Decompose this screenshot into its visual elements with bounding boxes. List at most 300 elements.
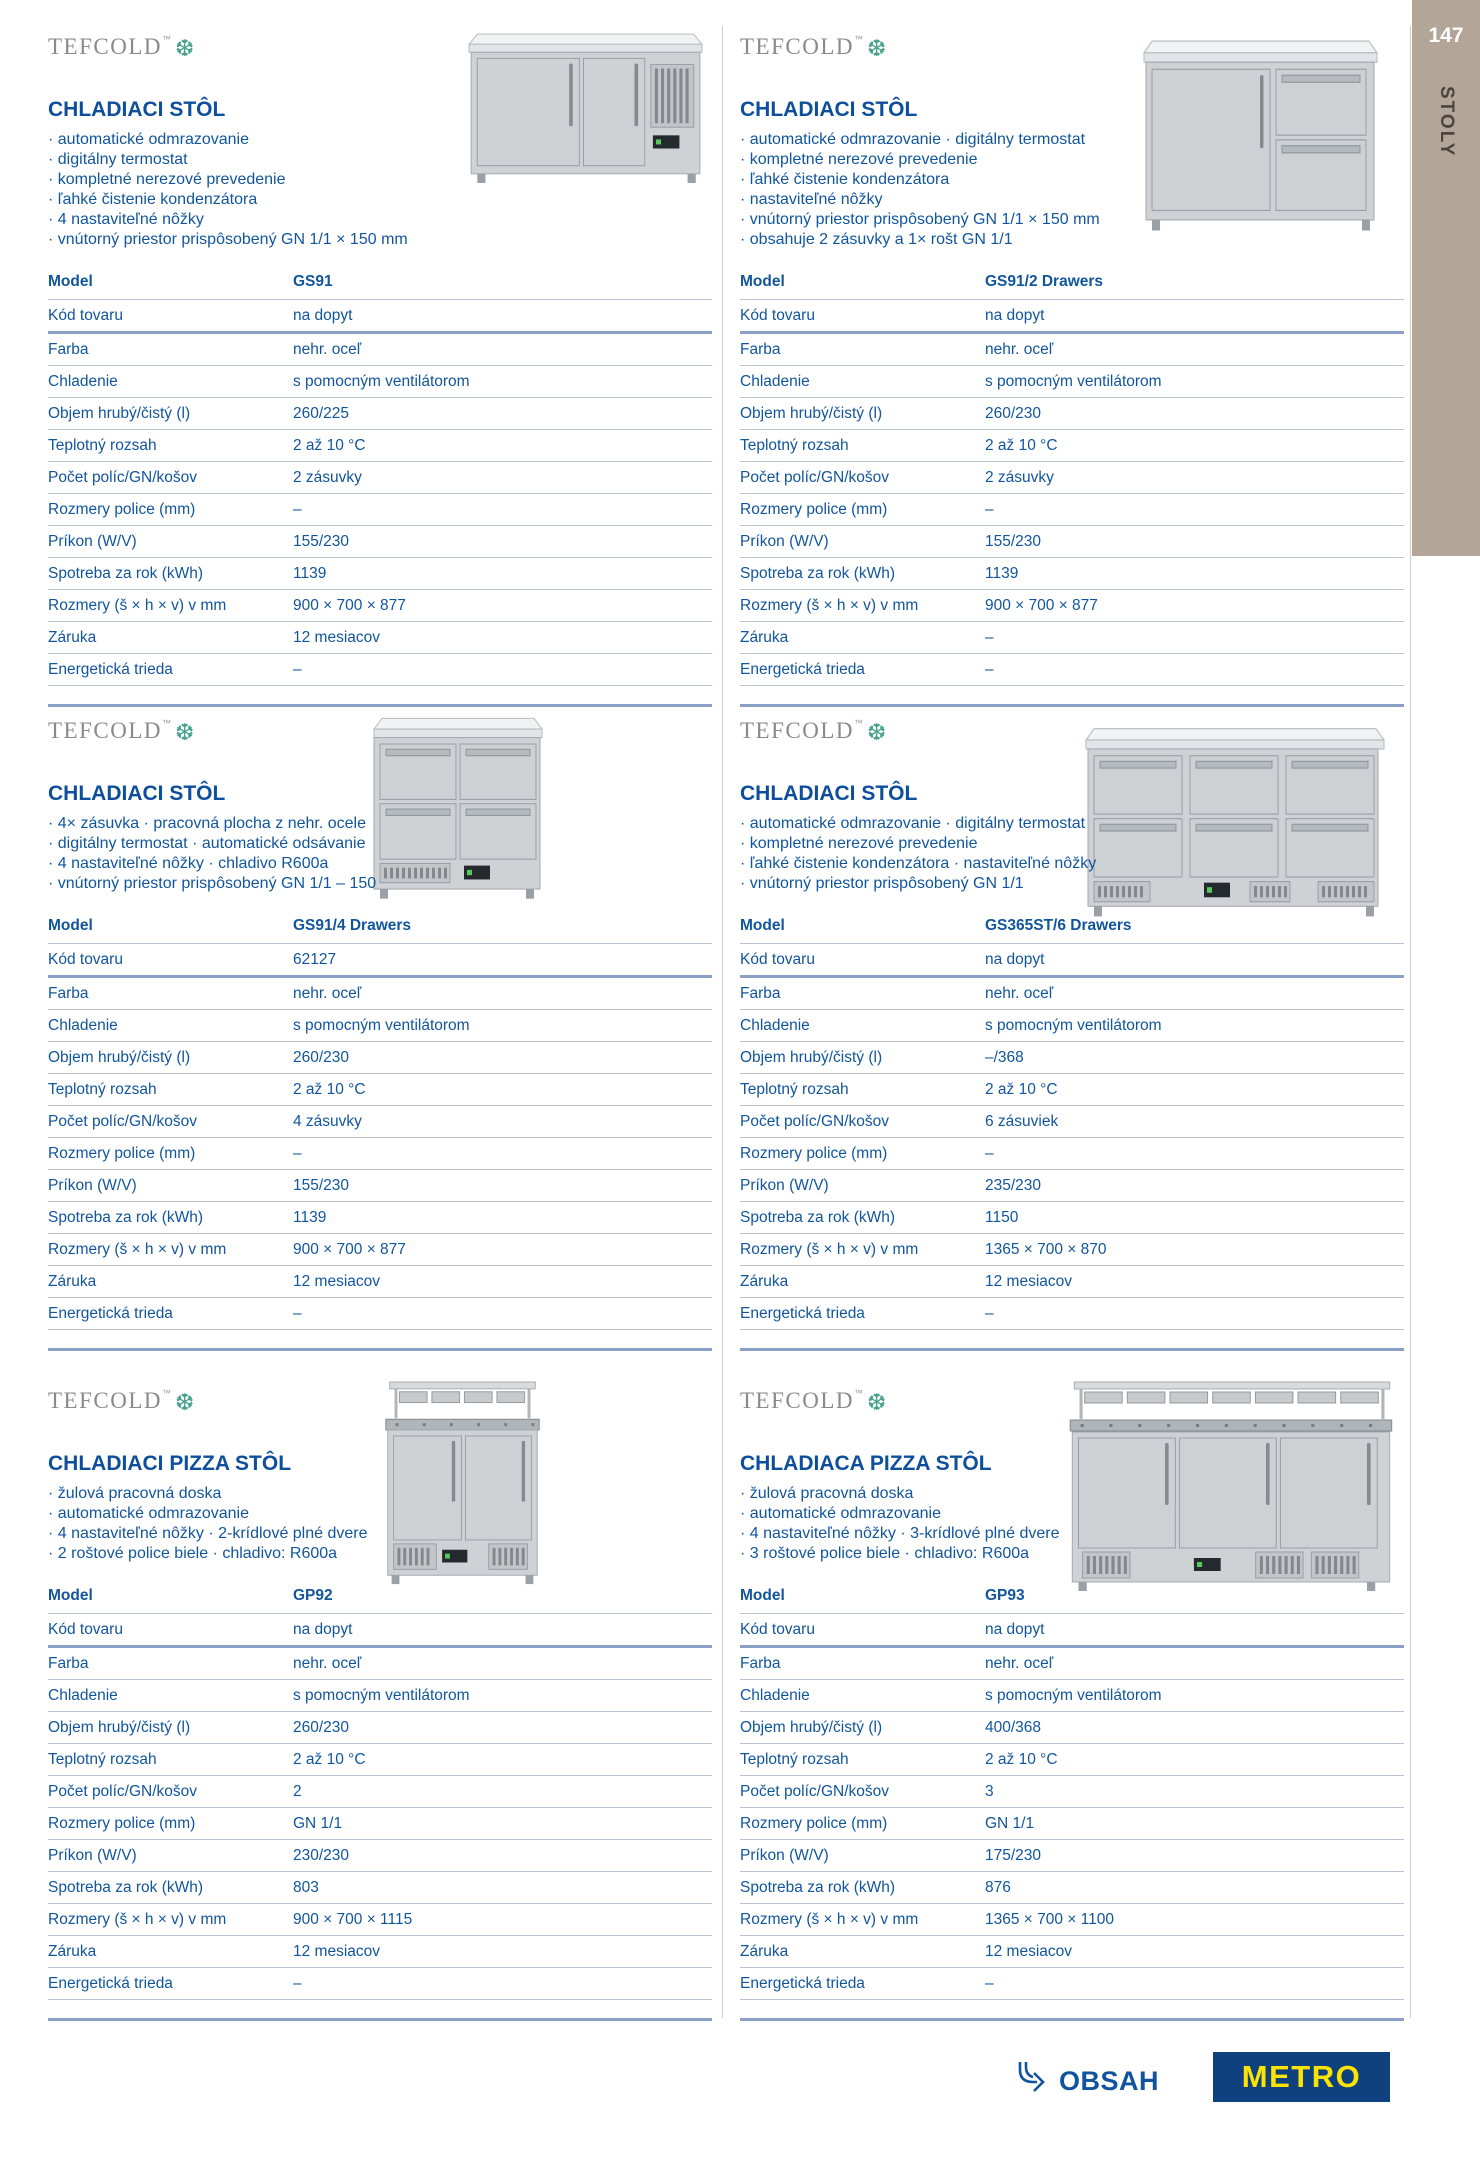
spec-label: Kód tovaru [48,944,293,977]
spec-row [740,1904,1404,1936]
tefcold-logo [48,1388,712,1418]
tab-label-stoly: STOLY [1436,86,1457,158]
model-label: Model [740,1578,985,1614]
column-divider [722,26,723,2018]
spec-label: Spotreba za rok (kWh) [48,1872,293,1904]
spec-label: Kód tovaru [740,944,985,977]
spec-row [48,366,712,398]
spec-row [740,1266,1404,1298]
product-card-gs91-2-drawers [740,28,1404,707]
feature-bullet: · digitálny termostat [48,150,712,170]
spec-row [740,1840,1404,1872]
spec-value: 1139 [985,558,1404,590]
spec-label: Farba [740,977,985,1010]
spec-value: s pomocným ventilátorom [985,1010,1404,1042]
tefcold-wordmark: TEFCOLD [48,718,162,743]
spec-row [740,366,1404,398]
spec-row [740,1106,1404,1138]
product-title: CHLADIACI STÔL [48,98,226,121]
spec-row [48,1074,712,1106]
spec-row [48,1712,712,1744]
spec-value: 900 × 700 × 877 [293,1234,712,1266]
spec-value: – [985,654,1404,686]
spec-value: – [293,1298,712,1330]
product-title: CHLADIACI STÔL [740,98,918,121]
feature-bullet: · kompletné nerezové prevedenie [740,150,1404,170]
spec-row [740,333,1404,366]
spec-label: Chladenie [48,1010,293,1042]
feature-bullet: · automatické odmrazovanie [740,1504,1404,1524]
spec-row [48,1042,712,1074]
spec-label: Objem hrubý/čistý (l) [48,1712,293,1744]
product-title: CHLADIACI STÔL [48,782,226,805]
spec-label: Spotreba za rok (kWh) [740,558,985,590]
feature-list [740,1484,1404,1564]
spec-value: – [985,622,1404,654]
spec-row [48,300,712,333]
spec-row [48,333,712,366]
spec-row [48,1138,712,1170]
spec-value: 260/230 [985,398,1404,430]
spec-row [740,1808,1404,1840]
spec-value: nehr. oceľ [985,333,1404,366]
spec-value: 260/230 [293,1712,712,1744]
spec-value: nehr. oceľ [293,977,712,1010]
spec-label: Rozmery (š × h × v) v mm [740,1234,985,1266]
model-value: GS91 [293,264,712,300]
spec-row [740,1010,1404,1042]
section-divider [48,2018,712,2021]
spec-row [48,1904,712,1936]
snowflake-icon: ❆ [867,36,887,62]
spec-row [48,1170,712,1202]
spec-label: Kód tovaru [48,1614,293,1647]
model-value: GS365ST/6 Drawers [985,908,1404,944]
spec-label: Objem hrubý/čistý (l) [740,398,985,430]
spec-row [740,944,1404,977]
spec-label: Rozmery police (mm) [48,1138,293,1170]
feature-bullet: · automatické odmrazovanie · digitálny termostat [740,814,1404,834]
feature-bullet: · kompletné nerezové prevedenie [48,170,712,190]
spec-label: Rozmery (š × h × v) v mm [740,1904,985,1936]
spec-label: Teplotný rozsah [740,430,985,462]
section-divider [48,1348,712,1351]
spec-value: s pomocným ventilátorom [985,1680,1404,1712]
spec-row [48,526,712,558]
tefcold-logo [740,34,1404,64]
spec-value: 2 až 10 °C [985,1744,1404,1776]
spec-row [740,1776,1404,1808]
spec-label: Počet políc/GN/košov [740,1776,985,1808]
spec-value: s pomocným ventilátorom [293,366,712,398]
section-divider [48,704,712,707]
tefcold-wordmark: TEFCOLD [740,34,854,59]
spec-value: 2 až 10 °C [985,430,1404,462]
product-card-gs365st-6-drawers [740,712,1404,1351]
spec-value: s pomocným ventilátorom [985,366,1404,398]
model-value: GP93 [985,1578,1404,1614]
spec-row [740,398,1404,430]
model-label: Model [48,1578,293,1614]
spec-label: Záruka [48,1266,293,1298]
spec-row [740,526,1404,558]
spec-value: s pomocným ventilátorom [293,1680,712,1712]
spec-label: Objem hrubý/čistý (l) [740,1712,985,1744]
spec-label: Záruka [740,622,985,654]
spec-label: Teplotný rozsah [48,1074,293,1106]
spec-value: – [985,1138,1404,1170]
spec-label: Rozmery police (mm) [740,1808,985,1840]
spec-label: Chladenie [740,1010,985,1042]
spec-value: nehr. oceľ [293,1647,712,1680]
spec-value: 155/230 [293,526,712,558]
spec-value: 2 [293,1776,712,1808]
spec-value: 260/230 [293,1042,712,1074]
spec-row [740,1968,1404,2000]
spec-value: 12 mesiacov [293,1266,712,1298]
spec-label: Rozmery police (mm) [48,494,293,526]
snowflake-icon: ❆ [175,720,195,746]
spec-label: Farba [48,333,293,366]
spec-row [740,494,1404,526]
spec-value: 230/230 [293,1840,712,1872]
spec-row [740,1170,1404,1202]
trademark-symbol: ™ [162,1388,171,1398]
spec-value: s pomocným ventilátorom [293,1010,712,1042]
spec-value: 2 až 10 °C [293,430,712,462]
spec-row [48,1647,712,1680]
model-row [48,908,712,944]
feature-bullet: · žulová pracovná doska [740,1484,1404,1504]
tefcold-wordmark: TEFCOLD [740,1388,854,1413]
spec-row [48,1680,712,1712]
spec-label: Kód tovaru [48,300,293,333]
feature-list [740,814,1404,894]
snowflake-icon: ❆ [867,720,887,746]
feature-bullet: · ľahké čistenie kondenzátora [48,190,712,210]
spec-value: 235/230 [985,1170,1404,1202]
spec-label: Záruka [48,1936,293,1968]
section-tab-sidebar [1412,0,1480,556]
spec-table [48,264,712,686]
feature-bullet: · automatické odmrazovanie · digitálny termostat [740,130,1404,150]
spec-label: Energetická trieda [740,654,985,686]
feature-bullet: · 4 nastaviteľné nôžky · 2-krídlové plné dvere [48,1524,712,1544]
spec-value: 260/225 [293,398,712,430]
spec-row [48,1106,712,1138]
spec-value: 2 zásuvky [985,462,1404,494]
spec-row [740,1042,1404,1074]
spec-label: Energetická trieda [48,1298,293,1330]
spec-value: 12 mesiacov [985,1266,1404,1298]
obsah-arrow-icon [1012,2058,1052,2105]
spec-label: Príkon (W/V) [48,526,293,558]
spec-row [740,1680,1404,1712]
section-divider [740,1348,1404,1351]
spec-label: Rozmery (š × h × v) v mm [48,590,293,622]
spec-label: Farba [740,333,985,366]
feature-list [740,130,1404,250]
snowflake-icon: ❆ [867,1390,887,1416]
spec-value: nehr. oceľ [293,333,712,366]
spec-row [740,1872,1404,1904]
spec-label: Počet políc/GN/košov [48,1106,293,1138]
spec-row [48,622,712,654]
spec-row [48,1808,712,1840]
spec-row [740,462,1404,494]
spec-value: –/368 [985,1042,1404,1074]
spec-row [740,590,1404,622]
spec-label: Príkon (W/V) [740,1840,985,1872]
spec-value: 12 mesiacov [293,622,712,654]
spec-row [740,558,1404,590]
model-row [48,264,712,300]
spec-label: Objem hrubý/čistý (l) [740,1042,985,1074]
spec-value: 6 zásuviek [985,1106,1404,1138]
spec-row [48,1266,712,1298]
product-title: CHLADIACI STÔL [740,782,918,805]
spec-row [48,654,712,686]
spec-row [48,944,712,977]
model-value: GS91/2 Drawers [985,264,1404,300]
spec-row [740,977,1404,1010]
model-row [740,1578,1404,1614]
spec-value: na dopyt [985,1614,1404,1647]
feature-bullet: · 4 nastaviteľné nôžky · chladivo R600a [48,854,712,874]
spec-row [740,1138,1404,1170]
feature-list [48,130,712,250]
spec-label: Kód tovaru [740,300,985,333]
model-label: Model [48,908,293,944]
spec-label: Chladenie [48,1680,293,1712]
spec-label: Počet políc/GN/košov [48,1776,293,1808]
product-title: CHLADIACI PIZZA STÔL [48,1452,292,1475]
feature-bullet: · automatické odmrazovanie [48,130,712,150]
snowflake-icon: ❆ [175,36,195,62]
spec-table [740,1578,1404,2000]
model-row [48,1578,712,1614]
spec-row [48,1010,712,1042]
spec-value: na dopyt [985,944,1404,977]
model-value: GP92 [293,1578,712,1614]
spec-value: 12 mesiacov [293,1936,712,1968]
spec-label: Počet políc/GN/košov [740,462,985,494]
tefcold-wordmark: TEFCOLD [740,718,854,743]
model-label: Model [740,264,985,300]
feature-bullet: · digitálny termostat · automatické odsávanie [48,834,712,854]
spec-value: nehr. oceľ [985,1647,1404,1680]
spec-value: – [985,1968,1404,2000]
spec-row [48,1234,712,1266]
spec-value: 4 zásuvky [293,1106,712,1138]
spec-label: Spotreba za rok (kWh) [740,1872,985,1904]
spec-row [48,1872,712,1904]
spec-row [48,494,712,526]
spec-value: – [985,494,1404,526]
feature-bullet: · 4 nastaviteľné nôžky · 3-krídlové plné dvere [740,1524,1404,1544]
feature-bullet: · 4 nastaviteľné nôžky [48,210,712,230]
spec-label: Počet políc/GN/košov [48,462,293,494]
spec-label: Chladenie [740,1680,985,1712]
tefcold-logo [48,718,712,748]
feature-bullet: · vnútorný priestor prispôsobený GN 1/1 × 150 mm [740,210,1404,230]
spec-label: Chladenie [740,366,985,398]
model-label: Model [740,908,985,944]
spec-row [740,1744,1404,1776]
feature-bullet: · žulová pracovná doska [48,1484,712,1504]
spec-label: Energetická trieda [740,1968,985,2000]
spec-label: Farba [48,1647,293,1680]
spec-row [48,590,712,622]
spec-label: Energetická trieda [48,1968,293,2000]
spec-label: Rozmery police (mm) [48,1808,293,1840]
feature-bullet: · 3 roštové police biele · chladivo: R600a [740,1544,1404,1564]
section-divider [740,2018,1404,2021]
spec-value: 1139 [293,558,712,590]
spec-value: GN 1/1 [985,1808,1404,1840]
spec-row [48,430,712,462]
spec-label: Teplotný rozsah [48,1744,293,1776]
snowflake-icon: ❆ [175,1390,195,1416]
spec-value: 876 [985,1872,1404,1904]
spec-row [48,1298,712,1330]
spec-row [740,1936,1404,1968]
feature-list [48,814,712,894]
spec-row [740,1202,1404,1234]
spec-label: Teplotný rozsah [740,1744,985,1776]
trademark-symbol: ™ [854,718,863,728]
spec-label: Rozmery (š × h × v) v mm [48,1904,293,1936]
spec-label: Počet políc/GN/košov [740,1106,985,1138]
spec-row [740,1712,1404,1744]
spec-row [48,398,712,430]
product-title: CHLADIACA PIZZA STÔL [740,1452,992,1475]
spec-value: – [293,654,712,686]
spec-value: na dopyt [293,1614,712,1647]
spec-value: 155/230 [293,1170,712,1202]
trademark-symbol: ™ [854,34,863,44]
product-card-gs91 [48,28,712,707]
spec-row [740,1074,1404,1106]
metro-logo [1213,2052,1390,2102]
spec-label: Farba [740,1647,985,1680]
spec-row [48,1936,712,1968]
spec-value: – [293,494,712,526]
feature-bullet: · obsahuje 2 zásuvky a 1× rošt GN 1/1 [740,230,1404,250]
spec-value: 62127 [293,944,712,977]
product-card-gp92 [48,1382,712,2021]
spec-value: nehr. oceľ [985,977,1404,1010]
spec-label: Záruka [740,1266,985,1298]
feature-bullet: · 2 roštové police biele · chladivo: R600a [48,1544,712,1564]
spec-table [740,908,1404,1330]
tefcold-logo [740,718,1404,748]
spec-row [48,558,712,590]
spec-label: Objem hrubý/čistý (l) [48,1042,293,1074]
feature-bullet: · ľahké čistenie kondenzátora · nastaviteľné nôžky [740,854,1404,874]
feature-bullet: · ľahké čistenie kondenzátora [740,170,1404,190]
spec-label: Teplotný rozsah [740,1074,985,1106]
model-label: Model [48,264,293,300]
spec-value: na dopyt [293,300,712,333]
spec-value: 2 zásuvky [293,462,712,494]
spec-value: – [985,1298,1404,1330]
spec-value: 2 až 10 °C [985,1074,1404,1106]
spec-label: Rozmery police (mm) [740,1138,985,1170]
spec-table [48,908,712,1330]
spec-value: 2 až 10 °C [293,1074,712,1106]
spec-label: Spotreba za rok (kWh) [740,1202,985,1234]
spec-value: – [293,1968,712,2000]
spec-value: 1139 [293,1202,712,1234]
spec-row [740,430,1404,462]
spec-label: Farba [48,977,293,1010]
spec-label: Príkon (W/V) [48,1840,293,1872]
spec-row [48,977,712,1010]
section-divider [740,704,1404,707]
feature-bullet: · nastaviteľné nôžky [740,190,1404,210]
spec-row [48,1776,712,1808]
feature-bullet: · vnútorný priestor prispôsobený GN 1/1 × 150 mm [48,230,712,250]
tefcold-logo [48,34,712,64]
model-value: GS91/4 Drawers [293,908,712,944]
obsah-link[interactable] [1012,2058,1159,2105]
spec-row [740,1298,1404,1330]
feature-list [48,1484,712,1564]
spec-value: 803 [293,1872,712,1904]
spec-label: Energetická trieda [740,1298,985,1330]
spec-value: 175/230 [985,1840,1404,1872]
trademark-symbol: ™ [162,34,171,44]
spec-label: Rozmery (š × h × v) v mm [740,590,985,622]
spec-label: Kód tovaru [740,1614,985,1647]
spec-value: 2 až 10 °C [293,1744,712,1776]
feature-bullet: · kompletné nerezové prevedenie [740,834,1404,854]
spec-label: Príkon (W/V) [740,1170,985,1202]
tefcold-wordmark: TEFCOLD [48,34,162,59]
spec-value: 12 mesiacov [985,1936,1404,1968]
spec-value: 900 × 700 × 877 [985,590,1404,622]
page-number: 147 [1428,24,1464,47]
tefcold-wordmark: TEFCOLD [48,1388,162,1413]
spec-table [48,1578,712,2000]
spec-row [740,1234,1404,1266]
spec-row [48,1968,712,2000]
spec-label: Záruka [48,622,293,654]
spec-value: – [293,1138,712,1170]
tefcold-logo [740,1388,1404,1418]
spec-row [740,300,1404,333]
spec-label: Spotreba za rok (kWh) [48,558,293,590]
right-edge-divider [1410,26,1411,2018]
spec-row [48,1202,712,1234]
trademark-symbol: ™ [854,1388,863,1398]
spec-row [740,1647,1404,1680]
spec-label: Objem hrubý/čistý (l) [48,398,293,430]
metro-wordmark: METRO [1241,2059,1362,2094]
feature-bullet: · vnútorný priestor prispôsobený GN 1/1 – 150 [48,874,712,894]
spec-row [48,462,712,494]
spec-row [48,1614,712,1647]
feature-bullet: · 4× zásuvka · pracovná plocha z nehr. ocele [48,814,712,834]
spec-value: 3 [985,1776,1404,1808]
spec-table [740,264,1404,686]
spec-label: Rozmery (š × h × v) v mm [48,1234,293,1266]
trademark-symbol: ™ [162,718,171,728]
feature-bullet: · vnútorný priestor prispôsobený GN 1/1 [740,874,1404,894]
spec-value: 1365 × 700 × 1100 [985,1904,1404,1936]
spec-row [48,1840,712,1872]
